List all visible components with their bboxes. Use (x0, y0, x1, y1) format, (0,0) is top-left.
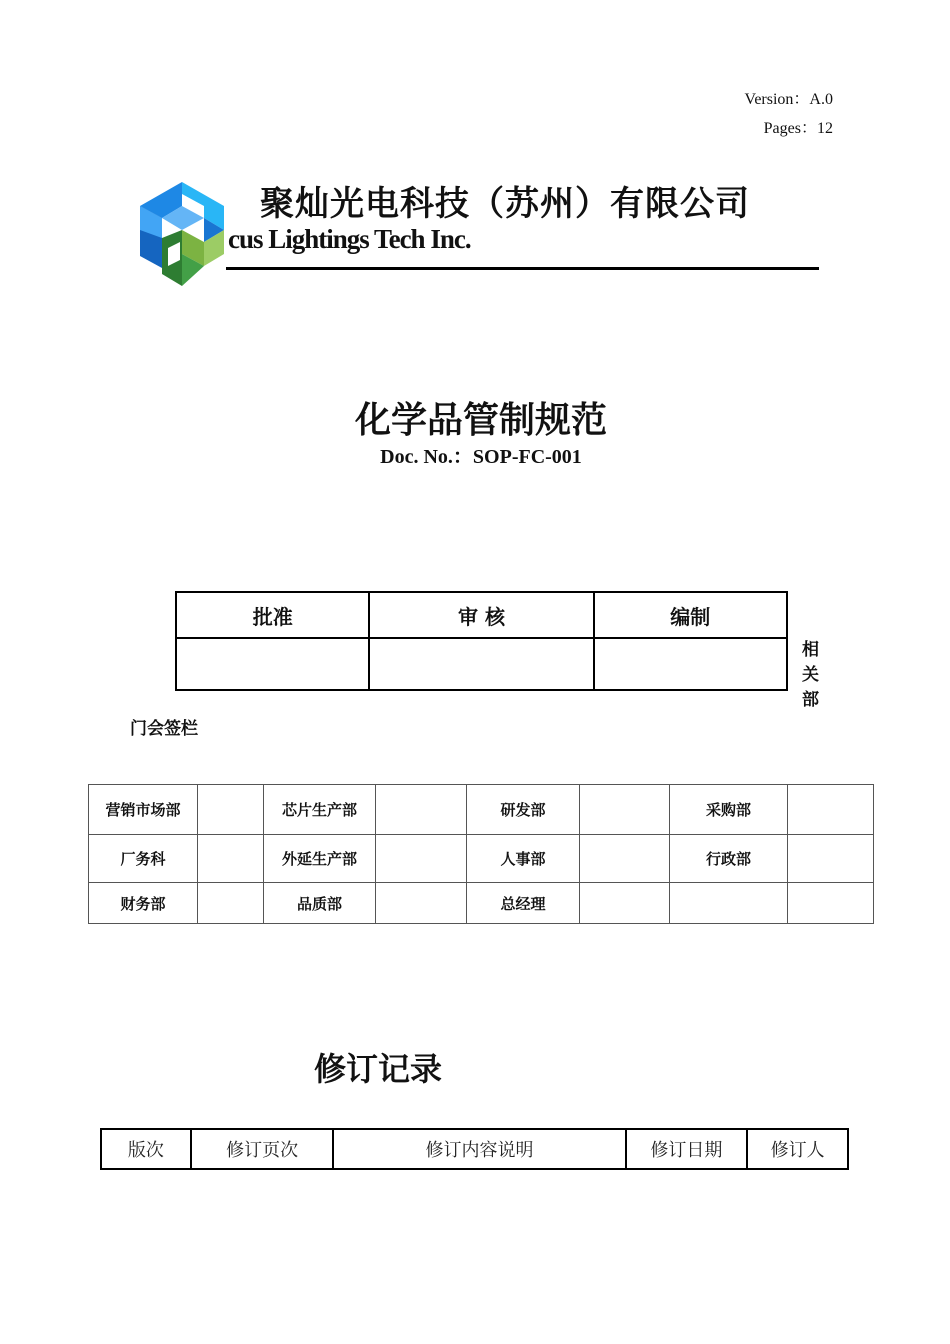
sign-cell (788, 785, 874, 835)
company-name-cn: 聚灿光电科技（苏州）有限公司 (260, 184, 750, 224)
sign-cell (376, 883, 467, 924)
sign-cell (198, 785, 264, 835)
dept-cell: 厂务科 (89, 835, 198, 883)
signature-table (175, 591, 788, 691)
vertical-label-char: 相 (802, 640, 819, 660)
dept-cell: 品质部 (264, 883, 376, 924)
dept-cell: 行政部 (670, 835, 788, 883)
company-logo-icon (132, 178, 232, 290)
document-title: 化学品管制规范 (354, 400, 607, 441)
pages-text: Pages：12 (763, 120, 833, 137)
revision-header-date: 修订日期 (626, 1129, 748, 1169)
dept-cell (670, 883, 788, 924)
sign-cell (580, 883, 670, 924)
document-number: Doc. No.：SOP-FC-001 (380, 446, 582, 468)
sign-cell (376, 785, 467, 835)
vertical-label-char: 关 (802, 665, 819, 685)
countersign-caption: 门会签栏 (130, 719, 198, 739)
sign-cell (376, 835, 467, 883)
vertical-label-char: 部 (802, 690, 819, 710)
version-text: Version：A.0 (744, 91, 833, 108)
table-row (89, 785, 874, 835)
company-name-en: cus Lightings Tech Inc. (228, 224, 471, 254)
revision-title: 修订记录 (314, 1050, 443, 1088)
dept-cell: 研发部 (467, 785, 580, 835)
approve-header: 批准 (176, 592, 369, 638)
approve-cell (176, 638, 369, 690)
dept-cell: 人事部 (467, 835, 580, 883)
sign-cell (788, 883, 874, 924)
dept-cell: 芯片生产部 (264, 785, 376, 835)
prepare-header: 编制 (594, 592, 787, 638)
sign-cell (580, 785, 670, 835)
revision-header-description: 修订内容说明 (333, 1129, 625, 1169)
dept-cell: 总经理 (467, 883, 580, 924)
revision-header-pages: 修订页次 (191, 1129, 334, 1169)
header-rule (226, 267, 819, 270)
revision-header-version: 版次 (101, 1129, 191, 1169)
prepare-cell (594, 638, 787, 690)
sign-cell (580, 835, 670, 883)
review-cell (369, 638, 593, 690)
sign-cell (788, 835, 874, 883)
table-row (89, 883, 874, 924)
department-table (88, 784, 874, 924)
review-header: 审 核 (369, 592, 593, 638)
sign-cell (198, 883, 264, 924)
revision-header-reviser: 修订人 (747, 1129, 848, 1169)
table-row (89, 835, 874, 883)
sign-cell (198, 835, 264, 883)
vertical-label (802, 638, 822, 713)
table-row (101, 1129, 848, 1169)
dept-cell: 营销市场部 (89, 785, 198, 835)
dept-cell: 采购部 (670, 785, 788, 835)
dept-cell: 财务部 (89, 883, 198, 924)
dept-cell: 外延生产部 (264, 835, 376, 883)
revision-table (100, 1128, 849, 1170)
